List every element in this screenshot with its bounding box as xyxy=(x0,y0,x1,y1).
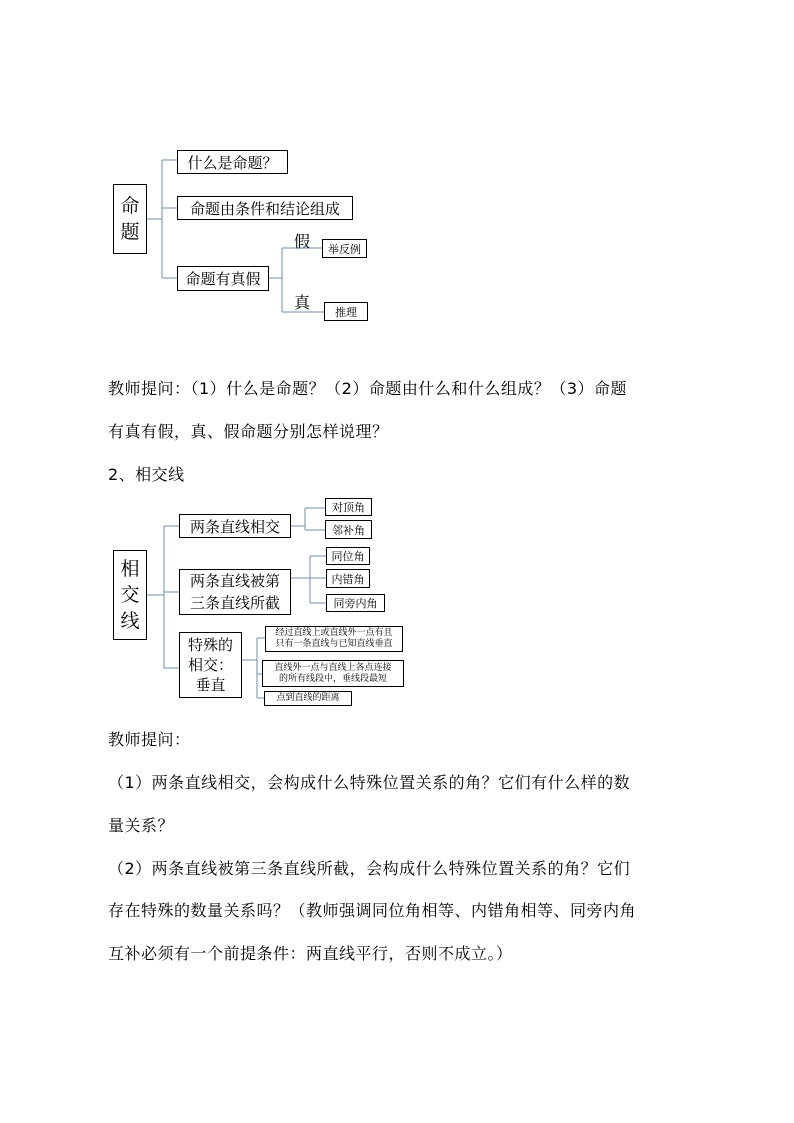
diagram2-node-two-lines-intersect: 两条直线相交 xyxy=(179,514,291,538)
question1-line-2: 量关系？ xyxy=(108,816,175,835)
diagram1-node-condition-conclusion: 命题由条件和结论组成 xyxy=(177,196,353,220)
question1-line-1: （1）两条直线相交，会构成什么特殊位置关系的角？它们有什么样的数 xyxy=(108,773,631,792)
diagram1-root: 命 题 xyxy=(113,184,147,254)
question2-line-2: 存在特殊的数量关系吗？（教师强调同位角相等、内错角相等、同旁内角 xyxy=(108,901,637,920)
question2-line-1: （2）两条直线被第三条直线所截，会构成什么特殊位置关系的角？它们 xyxy=(108,859,631,878)
diagram2-node-perpendicular: 特殊的 相交： 垂直 xyxy=(179,632,242,698)
diagram2-node-transversal: 两条直线被第 三条直线所截 xyxy=(179,569,291,615)
leaf-reasoning: 推理 xyxy=(324,302,368,321)
leaf-shortest-segment: 直线外一点与直线上各点连接 的所有线段中，垂线段最短 xyxy=(262,660,404,687)
diagram1-node-what-is-proposition: 什么是命题？ xyxy=(177,150,288,174)
leaf-unique-perpendicular: 经过直线上或直线外一点有且 只有一条直线与已知直线垂直 xyxy=(265,626,403,652)
leaf-same-side-interior: 同旁内角 xyxy=(326,594,385,612)
question-intro: 教师提问： xyxy=(108,730,191,749)
leaf-counterexample: 举反例 xyxy=(322,239,367,258)
label-false: 假 xyxy=(294,232,311,251)
question-line-2: 有真有假，真、假命题分别怎样说理？ xyxy=(108,422,389,441)
label-true: 真 xyxy=(294,293,311,312)
question-line-1: 教师提问：（1）什么是命题？（2）命题由什么和什么组成？（3）命题 xyxy=(108,379,628,398)
leaf-alternate-interior: 内错角 xyxy=(326,569,370,588)
section-heading-intersecting-lines: 2、相交线 xyxy=(108,465,185,484)
diagram1-node-true-false: 命题有真假 xyxy=(177,266,269,291)
leaf-point-line-distance: 点到直线的距离 xyxy=(264,691,352,706)
question2-line-3: 互补必须有一个前提条件：两直线平行，否则不成立。） xyxy=(108,944,513,963)
diagram2-root: 相 交 线 xyxy=(113,550,147,640)
leaf-adjacent-supplementary: 邻补角 xyxy=(325,520,372,539)
leaf-vertical-angles: 对顶角 xyxy=(325,498,372,516)
leaf-corresponding-angles: 同位角 xyxy=(326,547,370,565)
